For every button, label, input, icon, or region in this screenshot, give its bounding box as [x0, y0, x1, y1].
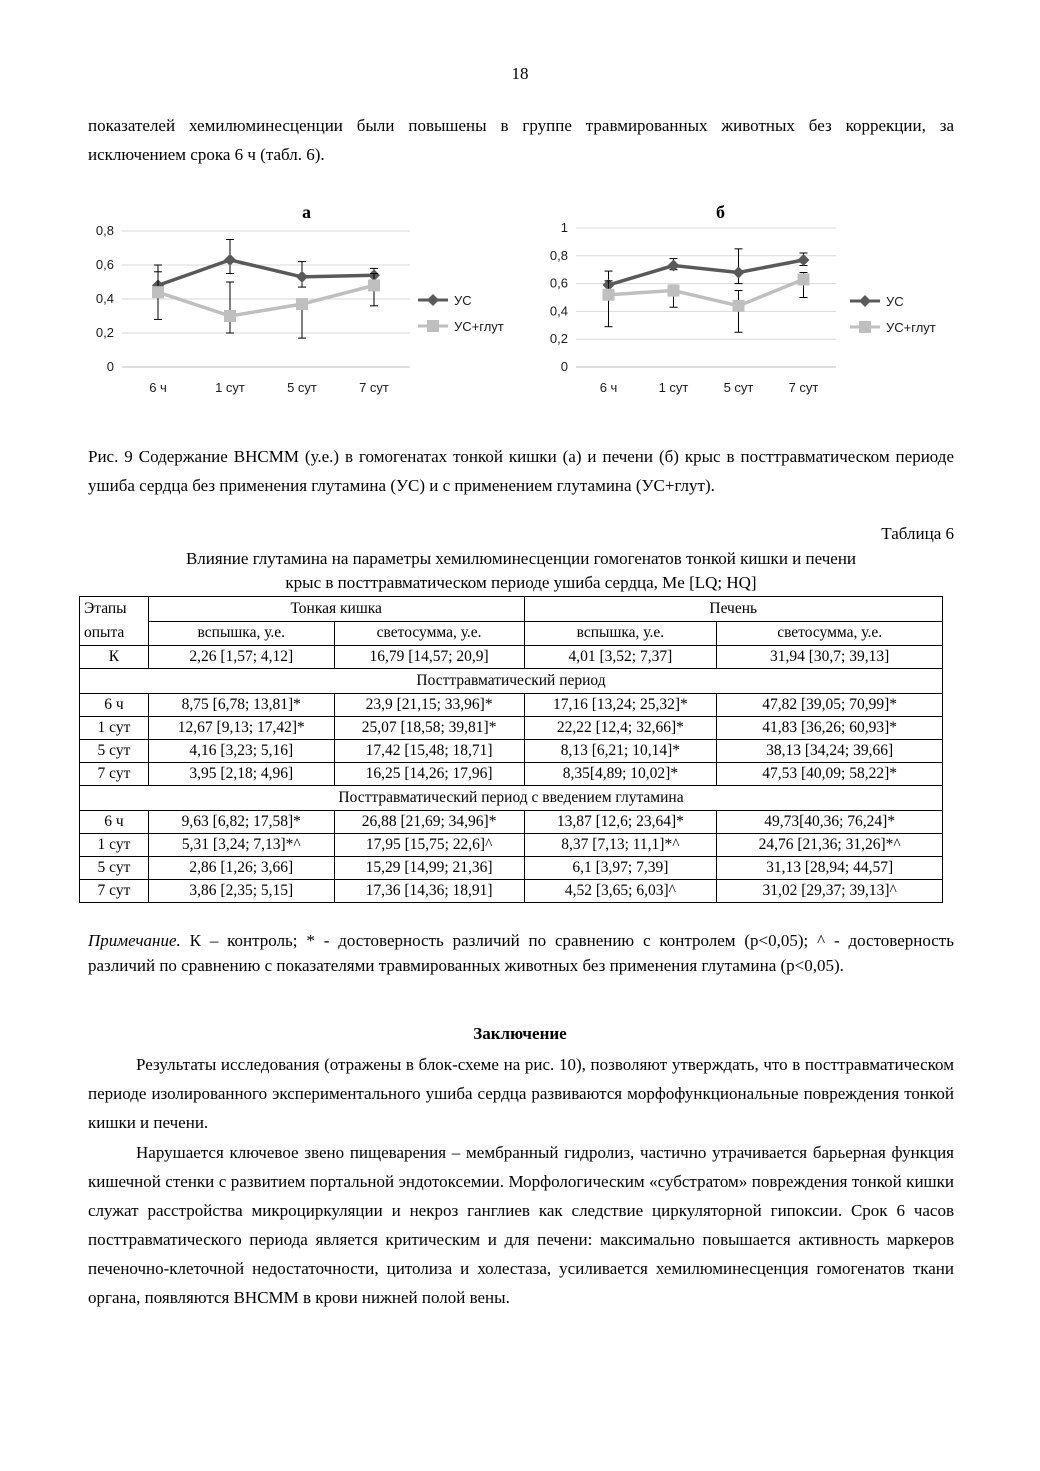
table-row — [80, 740, 943, 763]
data-point — [224, 254, 236, 266]
x-tick-label: 6 ч — [149, 380, 167, 395]
y-tick-label: 0,6 — [549, 275, 568, 291]
data-point — [152, 286, 164, 298]
value-cell: 17,16 [13,24; 25,32]* — [524, 694, 717, 717]
results-table — [79, 596, 943, 903]
data-point — [668, 285, 680, 297]
value-cell: 2,26 [1,57; 4,12] — [148, 646, 334, 669]
table-row — [80, 811, 943, 834]
chart-a-title: а — [302, 202, 311, 222]
intro-paragraph: показателей хемилюминесценции были повышены в группе травмированных животных без коррекции, за исключением срока 6 ч (табл. 6). — [88, 116, 954, 164]
section-row-glutamine — [80, 786, 943, 811]
y-tick-label: 0,4 — [549, 303, 568, 319]
value-cell: 16,79 [14,57; 20,9] — [334, 646, 524, 669]
stage-cell: 7 сут — [80, 880, 149, 903]
series-line — [609, 260, 804, 285]
legend-label: УС+глут — [454, 319, 504, 334]
series-line — [158, 260, 374, 286]
page-number: 18 — [511, 64, 529, 83]
legend-label: УС — [454, 293, 472, 308]
section-title: Посттравматический период — [80, 669, 943, 694]
stage-header-line-2: опыта — [84, 624, 125, 641]
subheader-cell: вспышка, у.е. — [524, 621, 717, 646]
value-cell: 8,75 [6,78; 13,81]* — [148, 694, 334, 717]
conclusion-paragraph-2: Нарушается ключевое звено пищеварения – мембранный гидролиз, частично утрачивается барьерная функция кишечной стенки с развитием портальной эндотоксемии. Морфологическим «субстратом» повреждения тонкой кишки служат расстройства микроциркуляции и некроз ганглиев как следствие циркуляторной гипоксии. Срок 6 часов посттравматического периода является критическим и для печени: максимально повышается активность маркеров печеночно-клеточной недостаточности, цитолиза и холестаза, усиливается хемилюминесценция гомогенатов ткани органа, появляются ВНСММ в крови нижней полой вены. — [88, 1143, 954, 1307]
value-cell: 41,83 [36,26; 60,93]* — [717, 717, 943, 740]
y-tick-label: 0,6 — [95, 257, 114, 272]
table-header-row — [80, 597, 943, 622]
subheader-cell: вспышка, у.е. — [148, 621, 334, 646]
value-cell: 38,13 [34,24; 39,66] — [717, 740, 943, 763]
data-point — [733, 266, 745, 278]
data-point — [296, 271, 308, 283]
data-point — [733, 300, 745, 312]
table-title-line-1: Влияние глутамина на параметры хемилюминесценции гомогенатов тонкой кишки и печени — [185, 549, 857, 568]
value-cell: 25,07 [18,58; 39,81]* — [334, 717, 524, 740]
subheader-cell: светосумма, у.е. — [334, 621, 524, 646]
legend-marker — [859, 295, 871, 307]
value-cell: 8,13 [6,21; 10,14]* — [524, 740, 717, 763]
value-cell: 16,25 [14,26; 17,96] — [334, 763, 524, 786]
value-cell: 49,73[40,36; 76,24]* — [717, 811, 943, 834]
y-tick-label: 0,4 — [95, 291, 114, 306]
value-cell: 31,94 [30,7; 39,13] — [717, 646, 943, 669]
x-tick-label: 7 сут — [359, 380, 389, 395]
value-cell: 31,02 [29,37; 39,13]^ — [717, 880, 943, 903]
value-cell: 15,29 [14,99; 21,36] — [334, 857, 524, 880]
value-cell: 12,67 [9,13; 17,42]* — [148, 717, 334, 740]
table-row — [80, 763, 943, 786]
table-subheader-row — [80, 621, 943, 646]
data-point — [224, 310, 236, 322]
table-row — [80, 880, 943, 903]
value-cell: 47,82 [39,05; 70,99]* — [717, 694, 943, 717]
legend-marker — [427, 294, 439, 306]
subheader-cell: светосумма, у.е. — [717, 621, 943, 646]
value-cell: 13,87 [12,6; 23,64]* — [524, 811, 717, 834]
value-cell: 3,95 [2,18; 4,96] — [148, 763, 334, 786]
legend-marker — [427, 320, 439, 332]
value-cell: 4,52 [3,65; 6,03]^ — [524, 880, 717, 903]
stage-header-line-1: Этапы — [84, 600, 127, 617]
value-cell: 17,36 [14,36; 18,91] — [334, 880, 524, 903]
data-point — [668, 260, 680, 272]
value-cell: 6,1 [3,97; 7,39] — [524, 857, 717, 880]
value-cell: 5,31 [3,24; 7,13]*^ — [148, 834, 334, 857]
stage-cell: 1 сут — [80, 834, 149, 857]
table-row — [80, 857, 943, 880]
note-label: Примечание. — [88, 931, 181, 950]
stage-cell: 5 сут — [80, 740, 149, 763]
section-row-posttraumatic — [80, 669, 943, 694]
y-tick-label: 1 — [560, 220, 568, 235]
value-cell: 3,86 [2,35; 5,15] — [148, 880, 334, 903]
x-tick-label: 7 сут — [788, 380, 819, 395]
note-text: К – контроль; * - достоверность различий по сравнению с контролем (p<0,05); ^ - достоверность различий по сравнению с показателями травмированных животных без применения глутамина (p<0,05). — [88, 931, 954, 975]
x-tick-label: 5 сут — [723, 380, 754, 395]
y-tick-label: 0,2 — [549, 331, 568, 347]
series-line — [158, 285, 374, 316]
y-tick-label: 0 — [106, 359, 114, 374]
group-header-intestine: Тонкая кишка — [148, 597, 524, 622]
group-header-liver: Печень — [524, 597, 943, 622]
x-tick-label: 5 сут — [287, 380, 317, 395]
y-tick-label: 0 — [560, 359, 568, 374]
table-title-line-2: крыс в посттравматическом периоде ушиба сердца, Me [LQ; HQ] — [285, 573, 757, 592]
value-cell: 23,9 [21,15; 33,96]* — [334, 694, 524, 717]
x-tick-label: 1 сут — [658, 380, 689, 395]
value-cell: 17,42 [15,48; 18,71] — [334, 740, 524, 763]
legend-marker — [859, 321, 871, 333]
value-cell: 24,76 [21,36; 31,26]*^ — [717, 834, 943, 857]
value-cell: 8,35[4,89; 10,02]* — [524, 763, 717, 786]
table-label: Таблица 6 — [881, 524, 954, 543]
value-cell: 26,88 [21,69; 34,96]* — [334, 811, 524, 834]
table-title — [88, 547, 954, 595]
control-row-group — [80, 646, 943, 669]
stage-cell: 6 ч — [80, 811, 149, 834]
table-row — [80, 834, 943, 857]
value-cell: 4,16 [3,23; 5,16] — [148, 740, 334, 763]
section2-rows — [80, 811, 943, 903]
chart-b — [530, 220, 960, 410]
stage-cell: К — [80, 646, 149, 669]
data-point — [296, 298, 308, 310]
y-tick-label: 0,2 — [95, 325, 114, 340]
stage-cell: 5 сут — [80, 857, 149, 880]
section1-rows — [80, 694, 943, 786]
table-row — [80, 694, 943, 717]
chart-b-title: б — [716, 202, 725, 222]
section-title: Посттравматический период с введением глутамина — [80, 786, 943, 811]
value-cell: 8,37 [7,13; 11,1]*^ — [524, 834, 717, 857]
value-cell: 17,95 [15,75; 22,6]^ — [334, 834, 524, 857]
data-point — [603, 289, 615, 301]
legend-label: УС — [886, 294, 904, 309]
stage-cell: 6 ч — [80, 694, 149, 717]
table-row-control — [80, 646, 943, 669]
value-cell: 9,63 [6,82; 17,58]* — [148, 811, 334, 834]
stage-header — [80, 597, 149, 646]
stage-cell: 7 сут — [80, 763, 149, 786]
stage-cell: 1 сут — [80, 717, 149, 740]
conclusion-heading: Заключение — [473, 1024, 567, 1043]
figure-caption: Рис. 9 Содержание ВНСММ (у.е.) в гомогенатах тонкой кишки (а) и печени (б) крыс в посттравматическом периоде ушиба сердца без применения глутамина (УС) и с применением глутамина (УС+глут). — [88, 447, 954, 495]
chart-a — [80, 220, 504, 410]
data-point — [368, 279, 380, 291]
y-tick-label: 0,8 — [549, 247, 568, 263]
x-tick-label: 6 ч — [599, 380, 618, 395]
data-point — [798, 273, 810, 285]
value-cell: 2,86 [1,26; 3,66] — [148, 857, 334, 880]
value-cell: 22,22 [12,4; 32,66]* — [524, 717, 717, 740]
value-cell: 31,13 [28,94; 44,57] — [717, 857, 943, 880]
value-cell: 4,01 [3,52; 7,37] — [524, 646, 717, 669]
x-tick-label: 1 сут — [215, 380, 245, 395]
value-cell: 47,53 [40,09; 58,22]* — [717, 763, 943, 786]
table-row — [80, 717, 943, 740]
conclusion-paragraph-1: Результаты исследования (отражены в блок-схеме на рис. 10), позволяют утверждать, что в посттравматическом периоде изолированного экспериментального ушиба сердца развиваются морфофункциональные повреждения тонкой кишки и печени. — [88, 1055, 954, 1132]
table-note — [88, 928, 954, 978]
y-tick-label: 0,8 — [95, 223, 114, 238]
legend-label: УС+глут — [886, 320, 936, 335]
